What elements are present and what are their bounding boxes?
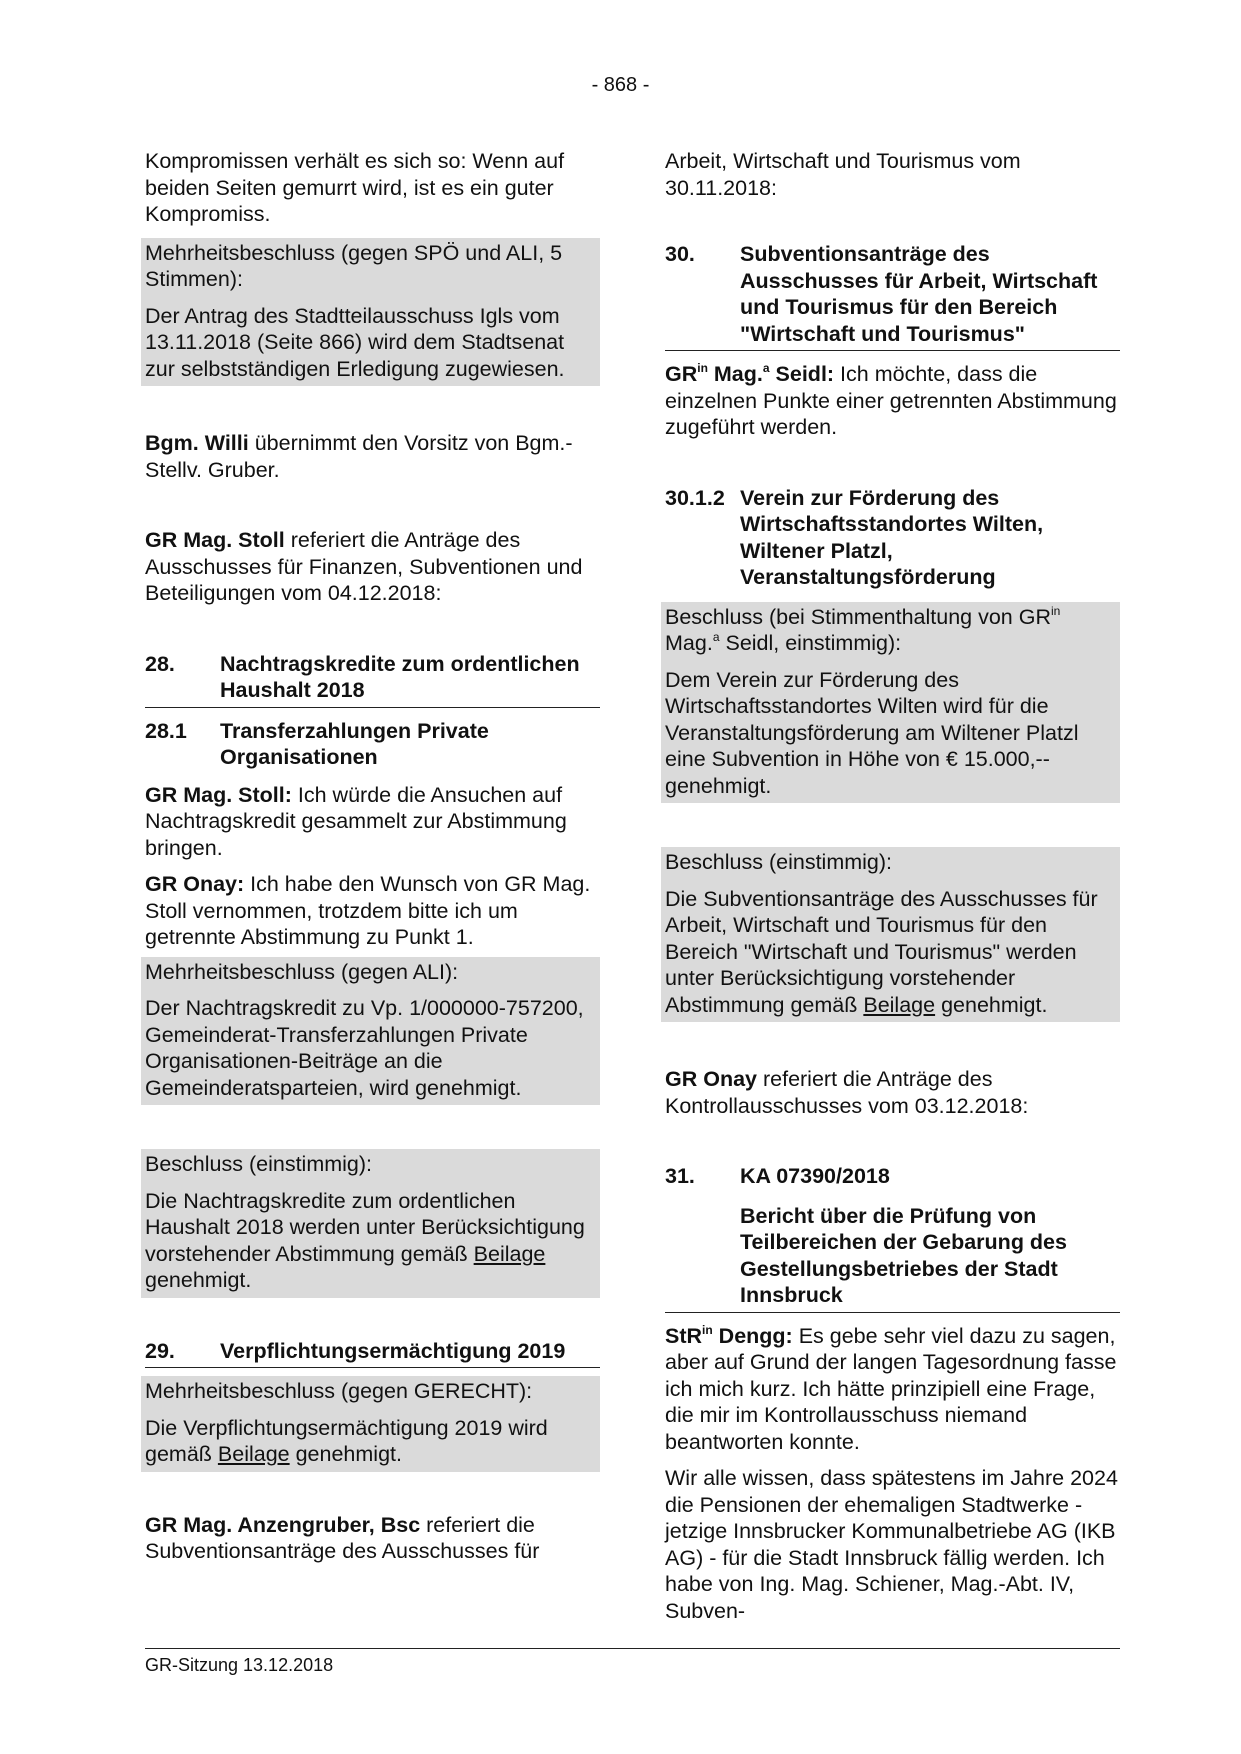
resolution-label: Beschluss (einstimmig): [145,1152,372,1176]
superscript: in [1050,603,1061,618]
paragraph-text: übernimmt den Vorsitz von Bgm.-Stellv. Gruber. [145,431,573,482]
onay-referral-paragraph [665,1066,1120,1119]
section-heading-30-1-2 [665,485,1120,594]
resolution-label-part: Beschluss (bei Stimmenthaltung von GR [665,604,1051,629]
section-title: Transferzahlungen Private Organisationen [220,718,489,769]
resolution-block-nachtragskredit [141,957,600,1106]
speaker-name: GR Onay: [145,872,245,896]
section-title: Verein zur Förderung des Wirtschaftsstandortes Wilten, Wiltener Platzl, Veranstaltungsförderung [740,485,1044,589]
page-number: - 868 - [591,74,650,96]
dengg-statement [665,1323,1120,1456]
section-heading-28 [145,651,600,708]
resolution-text: Der Nachtragskredit zu Vp. 1/000000-757200, Gemeinderat-Transferzahlungen Private Organisationen-Beiträge an die Gemeinderatsparteien, wird genehmigt. [145,996,584,1100]
seidl-statement [665,361,1120,441]
intro-paragraph: Arbeit, Wirtschaft und Tourismus vom 30.11.2018: [665,149,1021,200]
resolution-text-part: genehmigt. [935,992,1048,1017]
resolution-text [665,886,1117,1019]
speaker-name-part: GR [665,362,698,386]
speaker-name: GR Onay [665,1067,757,1091]
resolution-text [145,1188,597,1294]
resolution-label: Mehrheitsbeschluss (gegen SPÖ und ALI, 5 Stimmen): [145,240,563,291]
paragraph-text: referiert die Subventionsanträge des Ausschusses für [145,1512,540,1563]
right-column [665,148,1120,1624]
paragraph-text: Ich würde die Ansuchen auf Nachtragskredit gesammelt zur Abstimmung bringen. [145,782,567,860]
section-heading-28-1 [145,718,600,774]
resolution-label-part: Seidl, einstimmig): [719,631,902,655]
superscript: in [702,1322,713,1337]
speaker-name-part: Seidl: [769,362,835,386]
resolution-text-part: Die Verpflichtungsermächtigung 2019 wird gemäß [145,1415,548,1466]
speaker-name: GR Mag. Stoll: [145,782,292,807]
resolution-label: Mehrheitsbeschluss (gegen GERECHT): [145,1379,533,1403]
intro-paragraph: Kompromissen verhält es sich so: Wenn auf beiden Seiten gemurrt wird, ist es ein guter Kompromiss. [145,149,565,226]
section-title: Subventionsanträge des Ausschusses für Arbeit, Wirtschaft und Tourismus für den Bereich "Wirtschaft und Tourismus" [740,242,1098,346]
resolution-label: Mehrheitsbeschluss (gegen ALI): [145,959,459,984]
superscript: a [712,630,720,644]
section-number: 30.1.2 [665,485,725,510]
resolution-label-part: Mag. [665,631,713,655]
speaker-name [665,362,834,386]
section-number: 28. [145,651,175,676]
section-heading-30 [665,241,1120,351]
resolution-block-subventionen [661,847,1120,1022]
footer-session-label: GR-Sitzung 13.12.2018 [145,1655,334,1675]
section-heading-31 [665,1163,1120,1193]
resolution-text: Dem Verein zur Förderung des Wirtschaftsstandortes Wilten wird für die Veranstaltungsförderung am Wiltener Platzl eine Subvention in Höhe von € 15.000,-- genehmigt. [665,667,1079,798]
section-heading-29 [145,1338,600,1369]
section-subtitle-31: Bericht über die Prüfung von Teilbereichen der Gebarung des Gestellungsbetriebes der Stadt Innsbruck [665,1203,1120,1313]
paragraph-text: Ich möchte, dass die einzelnen Punkte einer getrennten Abstimmung zugeführt werden. [665,362,1117,439]
section-number: 29. [145,1338,175,1363]
beilage-link[interactable]: Beilage [217,1442,290,1466]
left-column [145,148,600,1565]
speaker-name [665,1324,793,1348]
beilage-link[interactable]: Beilage [863,992,936,1017]
superscript: a [762,361,770,375]
footer-divider [145,1648,1120,1649]
stoll-referral-paragraph [145,527,600,607]
speaker-name-part: StR [665,1323,703,1348]
resolution-text-part: genehmigt. [145,1268,252,1292]
resolution-block-verein [661,602,1120,804]
speaker-name-part: Dengg: [712,1323,793,1348]
pension-paragraph: Wir alle wissen, dass spätestens im Jahre 2024 die Pensionen der ehemaligen Stadtwerke - jetzige Innsbrucker Kommunalbetriebe AG (IKB AG) - für die Stadt Innsbruck fällig werden. Ich habe von Ing. Mag. Schiener, Mag.-Abt. IV, Subven- [665,1466,1118,1623]
paragraph-text: referiert die Anträge des Ausschusses für Finanzen, Subventionen und Beteiligungen vom 04.12.2018: [145,528,583,605]
resolution-text-part: Die Nachtragskredite zum ordentlichen Haushalt 2018 werden unter Berücksichtigung vorstehender Abstimmung gemäß [145,1188,585,1266]
section-number: 30. [665,242,695,266]
stoll-statement [145,782,600,862]
speaker-name: GR Mag. Anzengruber, Bsc [145,1512,421,1537]
resolution-block-nachtragskredite [141,1149,600,1298]
paragraph-text: referiert die Anträge des Kontrollausschusses vom 03.12.2018: [665,1067,1029,1118]
superscript: in [697,361,708,375]
paragraph-text: Ich habe den Wunsch von GR Mag. Stoll vernommen, trotzdem bitte ich um getrennte Abstimmung zu Punkt 1. [145,872,591,949]
resolution-block-igls [141,238,600,387]
resolution-text-part: genehmigt. [289,1442,402,1466]
section-number: 28.1 [145,718,187,743]
section-number: 31. [665,1164,695,1188]
section-title: KA 07390/2018 [740,1164,890,1188]
resolution-block-verpflichtung [141,1376,600,1472]
section-title: Verpflichtungsermächtigung 2019 [220,1338,566,1363]
resolution-label: Beschluss (einstimmig): [665,850,892,874]
anzengruber-referral-paragraph [145,1512,600,1565]
chair-change-paragraph [145,430,600,483]
paragraph-text: Es gebe sehr viel dazu zu sagen, aber auf Grund der langen Tagesordnung fasse ich mich kurz. Ich hätte prinzipiell eine Frage, die mir im Kontrollausschuss niemand beantworten konnte. [665,1323,1117,1454]
resolution-text-part: Die Subventionsanträge des Ausschusses für Arbeit, Wirtschaft und Tourismus für den Bereich "Wirtschaft und Tourismus" werden unter Berücksichtigung vorstehender Abstimmung gemäß [665,886,1098,1017]
speaker-name-part: Mag. [707,362,763,386]
resolution-text: Der Antrag des Stadtteilausschuss Igls vom 13.11.2018 (Seite 866) wird dem Stadtsenat zur selbstständigen Erledigung zugewiesen. [145,303,565,381]
section-title: Nachtragskredite zum ordentlichen Haushalt 2018 [220,651,580,702]
beilage-link[interactable]: Beilage [473,1241,546,1266]
resolution-label [665,604,1117,657]
resolution-text [145,1415,597,1468]
onay-statement [145,871,600,951]
speaker-name: Bgm. Willi [145,431,249,455]
speaker-name: GR Mag. Stoll [145,528,285,552]
